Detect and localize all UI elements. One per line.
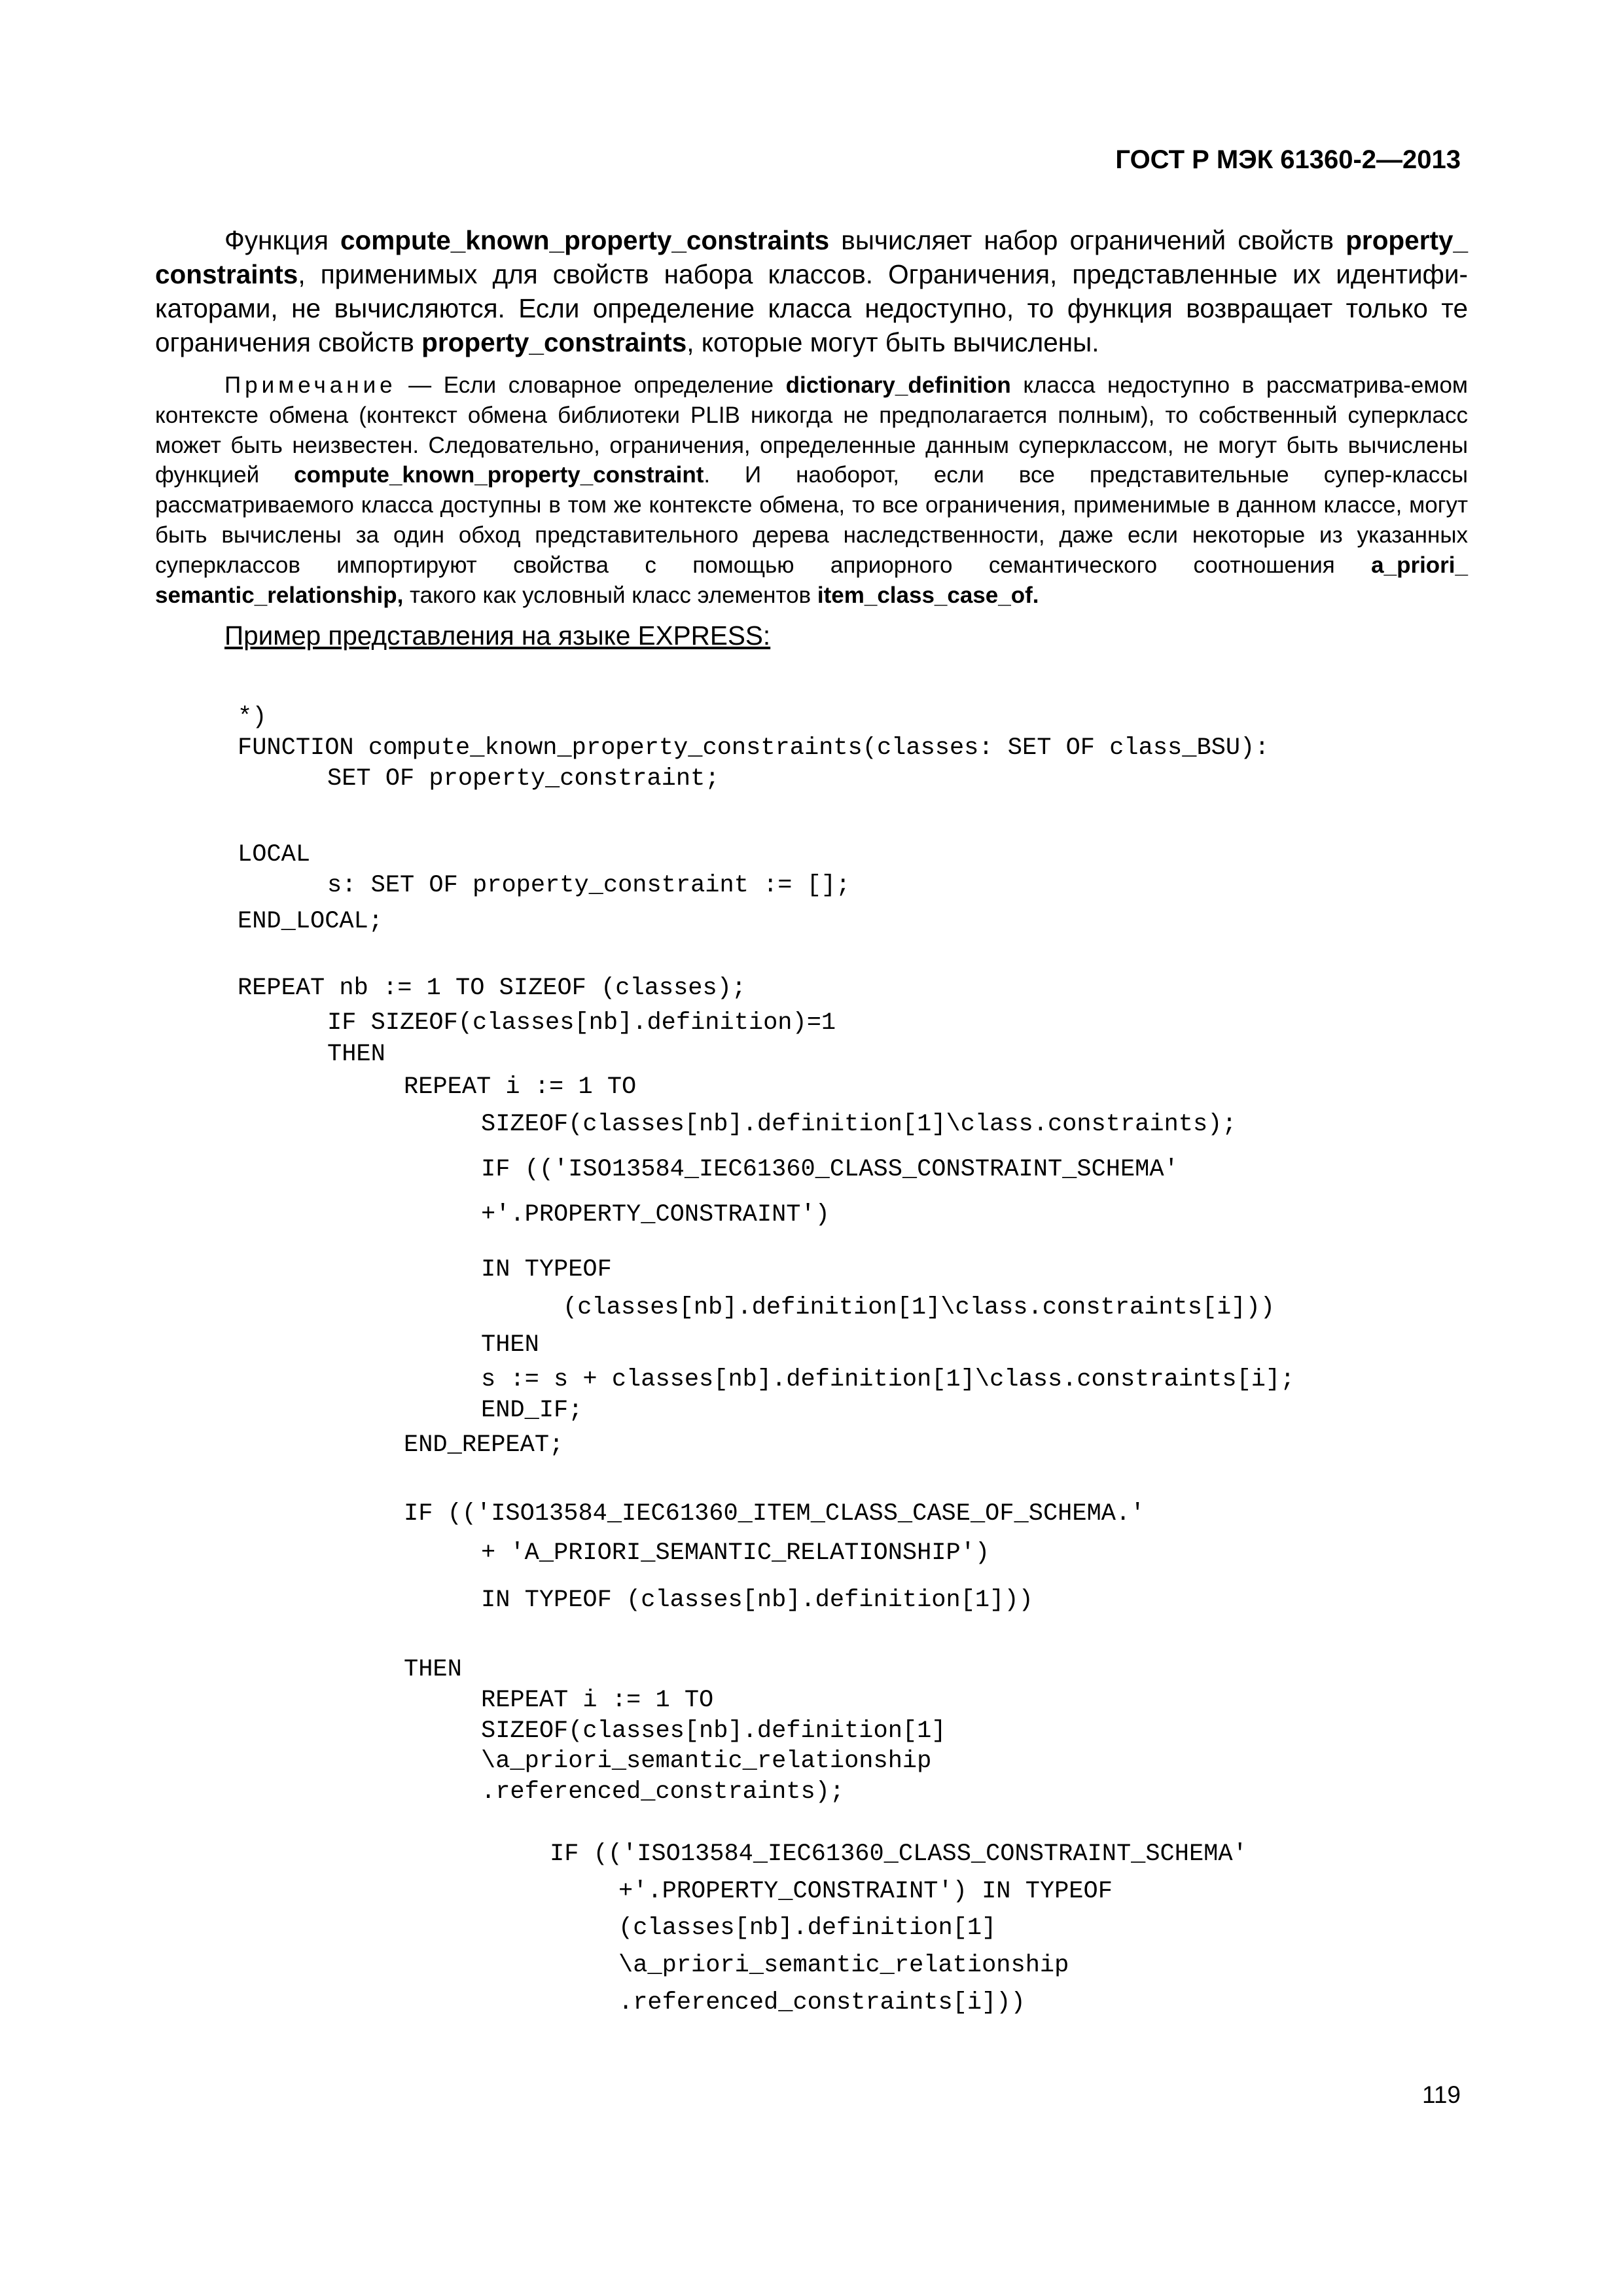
note-label: Примечание	[224, 372, 397, 398]
note-text: . И наоборот, если все представительные супер-классы рассматриваемого класса доступны в том же контексте обмена, то все ограничения, применимые в данном классе, могут быть вычислены за один обход представительного дерева наследственности, даже если некоторые из указанных суперклассов импортируют свойства с помощью априорного семантического соотношения	[155, 462, 1468, 578]
paragraph-text: , которые могут быть вычислены.	[687, 327, 1099, 357]
paragraph-text: , применимых для свойств набора классов. Ограничения, представленные их идентифи-каторами, не вычисляются. Если определение класса недоступно, то функция возвращает только те ограничения свойств	[155, 259, 1468, 357]
code-line: REPEAT i := 1 TO	[404, 1073, 637, 1101]
term: property_constraints	[421, 327, 687, 357]
code-line: THEN	[327, 1041, 385, 1068]
note-text: такого как условный класс элементов	[403, 582, 817, 608]
code-line: IF (('ISO13584_IEC61360_CLASS_CONSTRAINT_SCHEMA'	[481, 1156, 1179, 1183]
code-line: FUNCTION compute_known_property_constraints(classes: SET OF class_BSU):	[238, 734, 1270, 762]
standard-designation: ГОСТ Р МЭК 61360-2—2013	[1115, 145, 1461, 174]
code-line: s: SET OF property_constraint := [];	[327, 872, 851, 899]
code-line: \a_priori_semantic_relationship	[481, 1748, 932, 1775]
code-line: IN TYPEOF (classes[nb].definition[1]))	[481, 1587, 1033, 1614]
term: property_ constraints	[155, 225, 1468, 289]
code-line: IF (('ISO13584_IEC61360_ITEM_CLASS_CASE_OF_SCHEMA.'	[404, 1500, 1145, 1528]
paragraph-text: Функция	[224, 225, 341, 255]
code-line: IN TYPEOF	[481, 1256, 612, 1283]
code-line: REPEAT nb := 1 TO SIZEOF (classes);	[238, 975, 747, 1002]
code-line: SIZEOF(classes[nb].definition[1]\class.constraints);	[481, 1111, 1237, 1138]
code-line: (classes[nb].definition[1]	[618, 1914, 997, 1942]
code-line: SET OF property_constraint;	[327, 765, 720, 793]
code-line: LOCAL	[238, 841, 311, 869]
body-paragraph	[155, 223, 1468, 359]
paragraph-text: вычисляет набор ограничений свойств	[829, 225, 1346, 255]
code-line: END_REPEAT;	[404, 1431, 564, 1459]
code-line: THEN	[481, 1331, 539, 1359]
code-line: .referenced_constraints[i]))	[618, 1989, 1026, 2017]
term: a_priori_ semantic_relationship,	[155, 552, 1468, 608]
code-line: SIZEOF(classes[nb].definition[1]	[481, 1717, 946, 1745]
code-line: +'.PROPERTY_CONSTRAINT') IN TYPEOF	[618, 1878, 1113, 1905]
page-number: 119	[1422, 2081, 1461, 2108]
term: dictionary_definition	[785, 372, 1011, 398]
code-line: IF (('ISO13584_IEC61360_CLASS_CONSTRAINT_SCHEMA'	[550, 1840, 1247, 1868]
code-line: END_IF;	[481, 1397, 583, 1424]
code-line: +'.PROPERTY_CONSTRAINT')	[481, 1201, 830, 1229]
function-name: compute_known_property_constraints	[340, 225, 830, 255]
code-line: END_LOCAL;	[238, 908, 383, 935]
code-line: *)	[238, 704, 267, 731]
note-text: класса недоступно в рассматрива-емом контексте обмена (контекст обмена библиотеки PLIB никогда не предполагается полным), то собственный суперкласс может быть неизвестен. Следовательно, ограничения, определенные данным суперклассом, не могут быть вычислены функцией	[155, 372, 1468, 488]
note-paragraph	[155, 370, 1468, 610]
code-line: .referenced_constraints);	[481, 1778, 845, 1806]
note-text: — Если словарное определение	[396, 372, 786, 398]
code-line: IF SIZEOF(classes[nb].definition)=1	[327, 1009, 836, 1037]
code-line: REPEAT i := 1 TO	[481, 1687, 714, 1714]
code-line: + 'A_PRIORI_SEMANTIC_RELATIONSHIP')	[481, 1539, 990, 1567]
code-line: s := s + classes[nb].definition[1]\class.constraints[i];	[481, 1366, 1295, 1393]
term: item_class_case_of.	[817, 582, 1039, 608]
code-line: (classes[nb].definition[1]\class.constraints[i]))	[563, 1294, 1275, 1321]
function-name: compute_known_property_constraint	[294, 462, 704, 488]
code-line: \a_priori_semantic_relationship	[618, 1952, 1069, 1979]
code-line: THEN	[404, 1656, 462, 1683]
example-heading: Пример представления на языке EXPRESS:	[224, 620, 771, 651]
